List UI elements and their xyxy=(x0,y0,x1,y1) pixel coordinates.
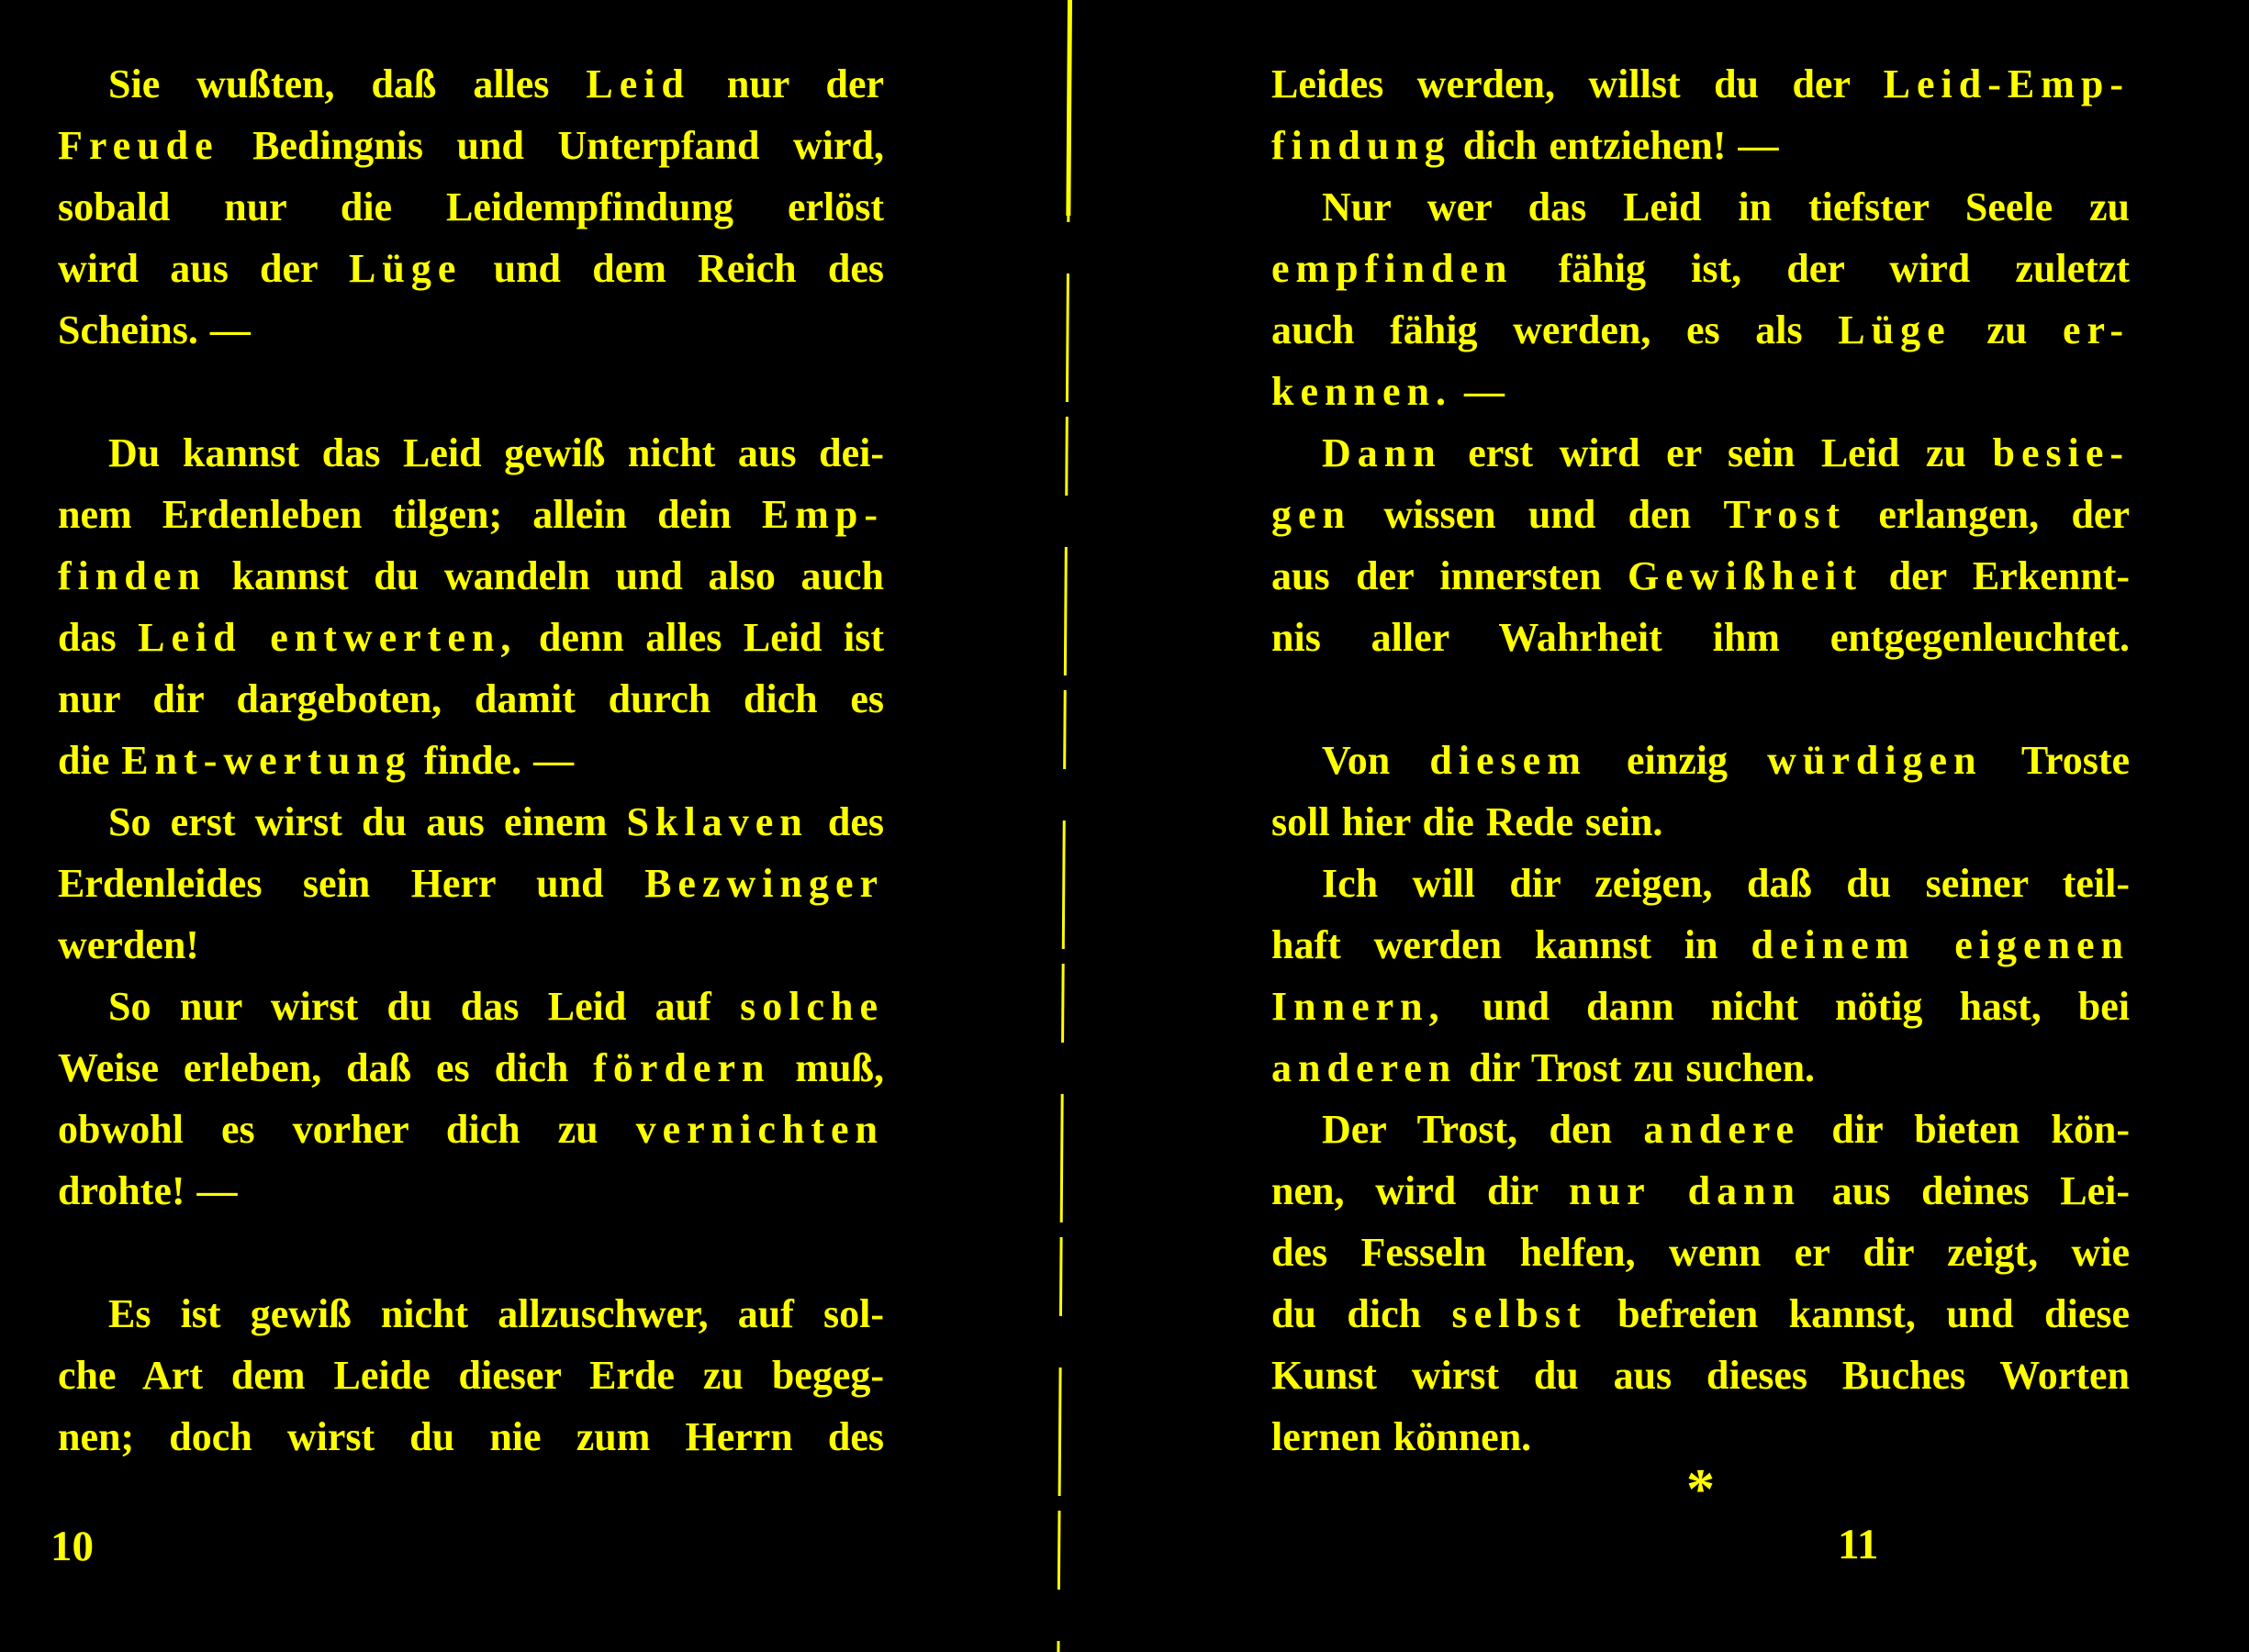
text-segment: dich entziehen! — xyxy=(1450,123,1779,168)
letterspaced-word: Ent-wertung xyxy=(121,738,412,783)
left-page-number: 10 xyxy=(50,1523,94,1570)
text-segment: soll hier die Rede sein. xyxy=(1271,799,1663,844)
text-segment: sobald nur die Leidempfindung erlöst xyxy=(58,184,884,229)
text-segment: Ich will dir zeigen, daß du seiner teil- xyxy=(1322,861,2130,906)
text-line xyxy=(1271,730,2130,791)
text-line xyxy=(58,1345,884,1406)
text-segment: dir bieten kön- xyxy=(1800,1107,2131,1152)
text-segment: lernen können. xyxy=(1271,1414,1532,1459)
text-line xyxy=(1271,361,2130,422)
page-fold-line xyxy=(1057,0,1071,1652)
letterspaced-word: Leid-Emp- xyxy=(1883,61,2130,106)
letterspaced-word: er- xyxy=(2062,307,2131,352)
text-segment: nen, wird dir xyxy=(1271,1168,1570,1213)
text-segment: erlangen, der xyxy=(1846,492,2130,537)
letterspaced-word: andere xyxy=(1643,1107,1801,1152)
text-line xyxy=(1271,976,2130,1037)
letterspaced-word: Lüge xyxy=(1838,307,1952,352)
letterspaced-word: solche xyxy=(740,984,884,1029)
text-segment: Troste xyxy=(1982,738,2131,783)
text-segment: das xyxy=(58,615,139,660)
text-segment: Kunst wirst du aus dieses Buches Worten xyxy=(1271,1353,2130,1398)
text-segment: Nur wer das Leid in tiefster Seele zu xyxy=(1322,184,2130,229)
letterspaced-word: Gewißheit xyxy=(1627,553,1863,598)
paragraph xyxy=(1271,730,2130,853)
letterspaced-word: nur dann xyxy=(1569,1168,1802,1213)
text-line xyxy=(58,176,884,238)
letterspaced-word: Leid xyxy=(586,61,690,106)
text-line xyxy=(58,914,884,976)
text-line xyxy=(1271,422,2130,484)
text-line xyxy=(58,299,884,361)
text-line xyxy=(1271,1345,2130,1406)
text-line xyxy=(58,422,884,484)
text-line xyxy=(1271,607,2130,668)
letterspaced-word: kennen. xyxy=(1271,369,1452,414)
text-line xyxy=(58,238,884,299)
text-line xyxy=(1271,914,2130,976)
text-segment: Leides werden, willst du der xyxy=(1271,61,1884,106)
text-segment: kannst du wandeln und also auch xyxy=(206,553,884,598)
text-segment: und dem Reich des xyxy=(462,246,885,291)
right-page-text xyxy=(1271,53,2130,1468)
text-segment: des xyxy=(808,799,884,844)
text-line xyxy=(58,668,884,730)
text-segment: du dich xyxy=(1271,1291,1452,1336)
text-line xyxy=(58,1160,884,1222)
text-line xyxy=(58,53,884,115)
text-segment: werden! xyxy=(58,922,199,967)
paragraph xyxy=(1271,53,2130,176)
text-line xyxy=(1271,791,2130,853)
text-line xyxy=(1271,1037,2130,1099)
page-fold-line-top xyxy=(1066,0,1072,216)
text-line xyxy=(58,730,884,791)
text-segment: der Erkennt- xyxy=(1863,553,2131,598)
text-line xyxy=(1271,238,2130,299)
text-line xyxy=(58,484,884,545)
text-segment: aus deines Lei- xyxy=(1801,1168,2130,1213)
text-line xyxy=(1271,853,2130,914)
letterspaced-word: findung xyxy=(1271,123,1451,168)
text-segment: So nur wirst du das Leid auf xyxy=(108,984,741,1029)
text-segment: einzig xyxy=(1586,738,1768,783)
text-line xyxy=(58,1037,884,1099)
text-segment: erst wird er sein Leid zu xyxy=(1441,430,1993,475)
letterspaced-word: Emp- xyxy=(761,492,884,537)
text-line xyxy=(58,791,884,853)
letterspaced-word: Dann xyxy=(1322,430,1442,475)
text-segment: nis aller Wahrheit ihm entgegenleuchtet. xyxy=(1271,615,2130,660)
text-line xyxy=(1271,545,2130,607)
text-segment: wissen und den xyxy=(1351,492,1724,537)
text-segment: fähig ist, der wird zuletzt xyxy=(1513,246,2130,291)
text-segment: auch fähig werden, es als xyxy=(1271,307,1839,352)
text-line xyxy=(58,1099,884,1160)
paragraph xyxy=(58,976,884,1222)
text-line xyxy=(1271,53,2130,115)
text-line xyxy=(1271,1160,2130,1222)
text-segment: nem Erdenleben tilgen; allein dein xyxy=(58,492,762,537)
text-line xyxy=(1271,176,2130,238)
text-segment: drohte! — xyxy=(58,1168,238,1213)
text-segment: Weise erleben, daß es dich xyxy=(58,1045,594,1090)
text-segment: Du kannst das Leid gewiß nicht aus dei- xyxy=(108,430,884,475)
letterspaced-word: empfinden xyxy=(1271,246,1514,291)
text-line xyxy=(58,545,884,607)
letterspaced-word: würdigen xyxy=(1767,738,1983,783)
footnote-star: * xyxy=(1686,1458,1715,1521)
text-segment: Der Trost, den xyxy=(1322,1107,1644,1152)
text-segment: finde. — xyxy=(411,738,575,783)
text-line xyxy=(58,1283,884,1345)
letterspaced-word: Leid entwerten, xyxy=(138,615,518,660)
text-segment: Sie wußten, daß alles xyxy=(108,61,587,106)
text-segment: nen; doch wirst du nie zum Herrn des xyxy=(58,1414,884,1459)
text-line xyxy=(1271,484,2130,545)
text-segment: So erst wirst du aus einem xyxy=(108,799,627,844)
text-segment: Es ist gewiß nicht allzuschwer, auf sol- xyxy=(108,1291,884,1336)
text-segment: Von xyxy=(1322,738,1430,783)
text-line xyxy=(1271,1099,2130,1160)
text-segment: Bedingnis und Unterpfand wird, xyxy=(218,123,884,168)
text-line xyxy=(58,1406,884,1468)
paragraph xyxy=(1271,853,2130,1099)
letterspaced-word: finden xyxy=(58,553,207,598)
text-line xyxy=(1271,299,2130,361)
text-segment: die xyxy=(58,738,122,783)
paragraph xyxy=(1271,176,2130,422)
text-segment: aus der innersten xyxy=(1271,553,1628,598)
left-page xyxy=(58,53,884,1468)
text-segment: muß, xyxy=(770,1045,884,1090)
letterspaced-word: deinem eigenen xyxy=(1751,922,2130,967)
letterspaced-word: diesem xyxy=(1429,738,1587,783)
left-page-text xyxy=(58,53,884,1468)
letterspaced-word: Freude xyxy=(58,123,219,168)
text-segment: che Art dem Leide dieser Erde zu begeg- xyxy=(58,1353,884,1398)
text-segment: wird aus der xyxy=(58,246,350,291)
paragraph xyxy=(1271,1099,2130,1468)
paragraph xyxy=(58,422,884,791)
text-segment: haft werden kannst in xyxy=(1271,922,1751,967)
text-segment: denn alles Leid ist xyxy=(517,615,885,660)
letterspaced-word: besie- xyxy=(1992,430,2130,475)
paragraph xyxy=(58,1283,884,1468)
text-line xyxy=(1271,1222,2130,1283)
text-segment: nur der xyxy=(689,61,884,106)
letterspaced-word: selbst xyxy=(1451,1291,1587,1336)
letterspaced-word: fördern xyxy=(593,1045,771,1090)
text-segment: obwohl es vorher dich zu xyxy=(58,1107,636,1152)
letterspaced-word: Lüge xyxy=(349,246,463,291)
paragraph xyxy=(58,791,884,976)
letterspaced-word: Innern, xyxy=(1271,984,1446,1029)
text-line xyxy=(58,976,884,1037)
text-line xyxy=(58,115,884,176)
letterspaced-word: anderen xyxy=(1271,1045,1458,1090)
text-line xyxy=(1271,1283,2130,1345)
text-segment: zu xyxy=(1951,307,2063,352)
letterspaced-word: Trost xyxy=(1723,492,1847,537)
text-segment: nur dir dargeboten, damit durch dich es xyxy=(58,676,884,721)
text-line xyxy=(58,607,884,668)
text-line xyxy=(1271,115,2130,176)
letterspaced-word: vernichten xyxy=(635,1107,884,1152)
text-line xyxy=(58,853,884,914)
text-segment: Scheins. — xyxy=(58,307,251,352)
text-segment: befreien kannst, und diese xyxy=(1586,1291,2130,1336)
text-segment: dir Trost zu suchen. xyxy=(1457,1045,1816,1090)
paragraph xyxy=(58,53,884,361)
letterspaced-word: Sklaven xyxy=(626,799,809,844)
text-segment: und dann nicht nötig hast, bei xyxy=(1445,984,2130,1029)
right-page xyxy=(1271,53,2130,1468)
text-segment: des Fesseln helfen, wenn er dir zeigt, wie xyxy=(1271,1230,2130,1275)
letterspaced-word: gen xyxy=(1271,492,1351,537)
text-segment: — xyxy=(1451,369,1505,414)
text-segment: Erdenleides sein Herr und xyxy=(58,861,645,906)
letterspaced-word: Bezwinger xyxy=(644,861,884,906)
right-page-number: 11 xyxy=(1838,1521,1879,1568)
paragraph xyxy=(1271,422,2130,668)
